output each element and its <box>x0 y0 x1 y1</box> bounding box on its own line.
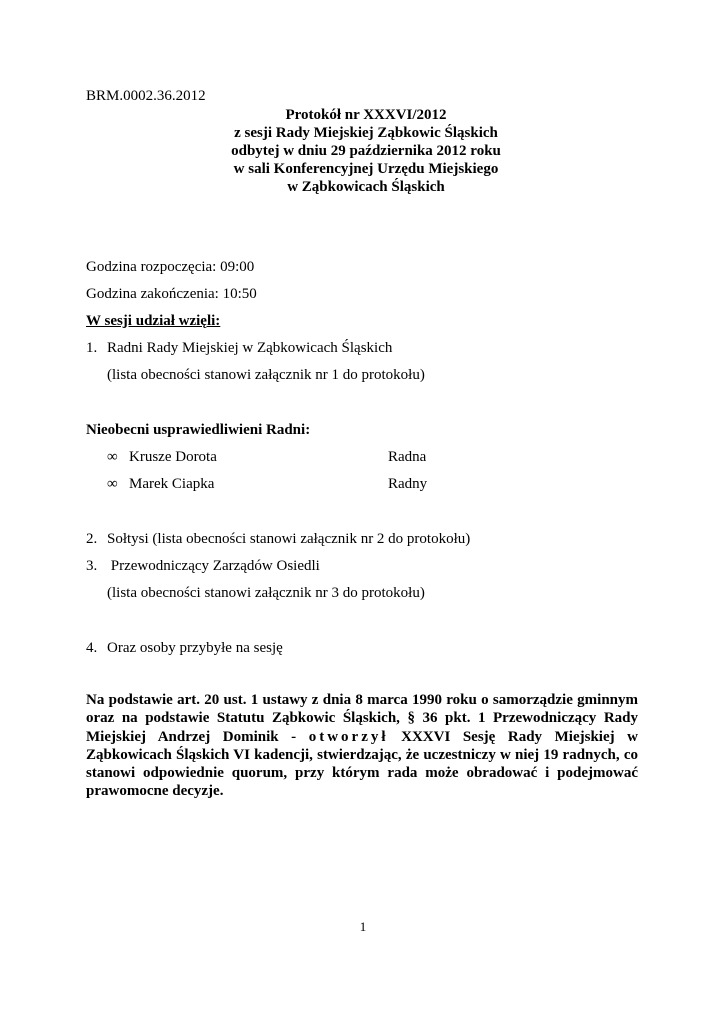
absent-name: Marek Ciapka <box>129 476 215 492</box>
paragraph-text: XXXVI Sesję Rady Miejskiej w Ząbkowicach Śląskich VI kadencji, stwierdzając, że uczestniczy w niej 19 radnych, co stanowi odpowiednie quorum, przy którym rada może obradować i podejmować prawomocne decyzje. <box>86 728 638 800</box>
paragraph-text: Na podstawie art. 20 ust. 1 ustawy z dnia 8 marca 1990 roku o samorządzie gminnym oraz na podstawie Statutu Ząbkowic Śląskich, § 36 pkt. 1 Przewodniczący Rady Miejskiej Andrzej Dominik - <box>86 692 638 745</box>
list-item-number: 2. <box>86 531 98 547</box>
participants-heading: W sesji udział wzięli: <box>86 313 221 329</box>
title-line: z sesji Rady Miejskiej Ząbkowic Śląskich <box>234 125 498 141</box>
list-item-text: Sołtysi (lista obecności stanowi załącznik nr 2 do protokołu) <box>107 531 471 547</box>
title-line: w Ząbkowicach Śląskich <box>287 179 445 195</box>
page-number: 1 <box>359 919 367 934</box>
title-line: Protokół nr XXXVI/2012 <box>285 107 447 123</box>
list-item <box>86 340 392 357</box>
document-reference: BRM.0002.36.2012 <box>86 88 206 104</box>
list-item <box>86 531 470 548</box>
document-title <box>0 106 724 196</box>
opening-paragraph <box>86 691 638 801</box>
paragraph-emphasis: otworzył <box>308 728 389 745</box>
absent-row <box>107 449 467 466</box>
list-item-text: Oraz osoby przybyłe na sesję <box>107 640 283 656</box>
bullet-symbol: ∞ <box>107 476 118 492</box>
end-time: Godzina zakończenia: 10:50 <box>86 286 257 302</box>
title-line: odbytej w dniu 29 października 2012 roku <box>231 143 501 159</box>
title-line: w sali Konferencyjnej Urzędu Miejskiego <box>233 161 499 177</box>
list-item <box>86 558 320 575</box>
start-time: Godzina rozpoczęcia: 09:00 <box>86 259 255 275</box>
absent-heading: Nieobecni usprawiedliwieni Radni: <box>86 422 311 438</box>
list-item-note: (lista obecności stanowi załącznik nr 1 do protokołu) <box>107 367 425 383</box>
list-item-number: 3. <box>86 558 98 574</box>
absent-row <box>107 476 467 493</box>
bullet-symbol: ∞ <box>107 449 118 465</box>
list-item <box>86 640 283 657</box>
absent-name: Krusze Dorota <box>129 449 217 465</box>
list-item-number: 4. <box>86 640 98 656</box>
list-item-note: (lista obecności stanowi załącznik nr 3 do protokołu) <box>107 585 425 601</box>
absent-role: Radna <box>388 449 427 465</box>
absent-role: Radny <box>388 476 428 492</box>
list-item-number: 1. <box>86 340 98 356</box>
list-item-text: Radni Rady Miejskiej w Ząbkowicach Śląskich <box>107 340 393 356</box>
list-item-text: Przewodniczący Zarządów Osiedli <box>107 558 320 574</box>
